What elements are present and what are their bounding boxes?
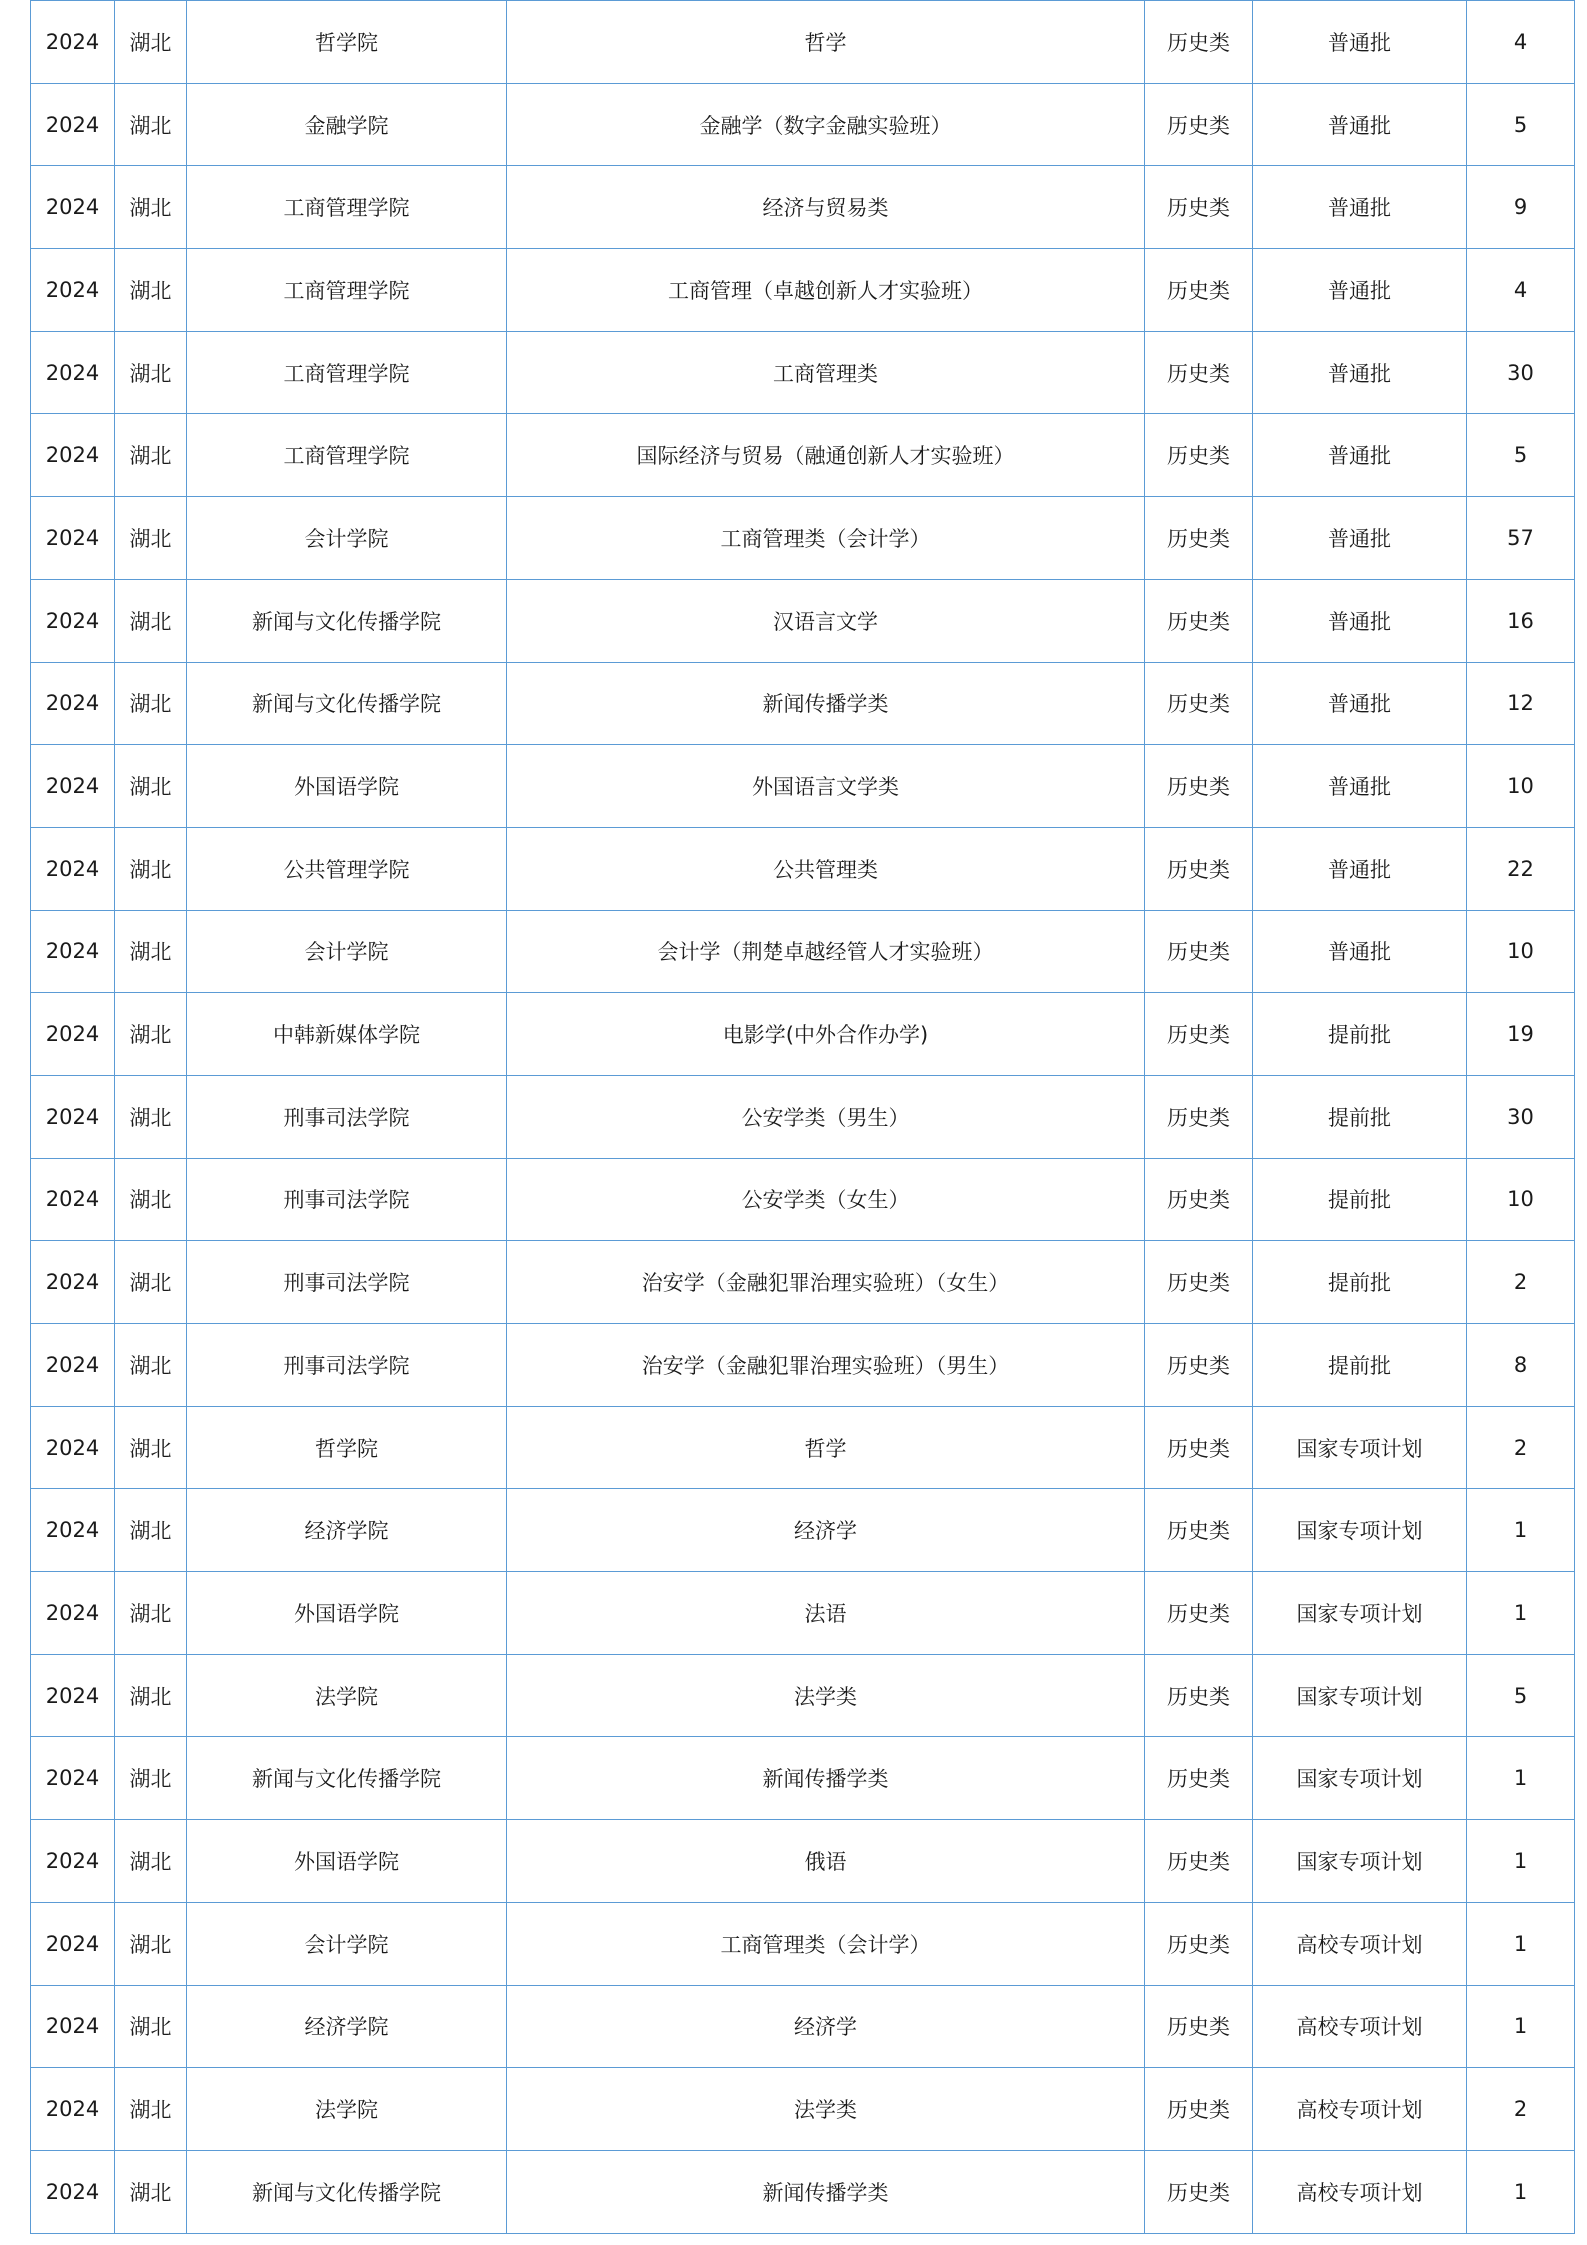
batch-cell: 提前批 (1253, 1075, 1467, 1158)
quota-cell: 8 (1467, 1324, 1575, 1407)
college-cell: 刑事司法学院 (187, 1324, 507, 1407)
table-body (31, 1, 1575, 2234)
enrollment-plan-table (30, 0, 1575, 2234)
college-cell: 刑事司法学院 (187, 1241, 507, 1324)
province-cell: 湖北 (115, 1, 187, 84)
year-cell: 2024 (31, 827, 115, 910)
major-cell: 工商管理（卓越创新人才实验班） (507, 249, 1145, 332)
major-cell: 法学类 (507, 1654, 1145, 1737)
batch-cell: 高校专项计划 (1253, 2150, 1467, 2233)
table-row (31, 1902, 1575, 1985)
major-cell: 新闻传播学类 (507, 2150, 1145, 2233)
quota-cell: 2 (1467, 1241, 1575, 1324)
subject-category-cell: 历史类 (1145, 1572, 1253, 1655)
quota-cell: 1 (1467, 1737, 1575, 1820)
table-row (31, 83, 1575, 166)
subject-category-cell: 历史类 (1145, 166, 1253, 249)
batch-cell: 普通批 (1253, 166, 1467, 249)
table-row (31, 1075, 1575, 1158)
province-cell: 湖北 (115, 1985, 187, 2068)
subject-category-cell: 历史类 (1145, 1158, 1253, 1241)
table-row (31, 249, 1575, 332)
college-cell: 中韩新媒体学院 (187, 993, 507, 1076)
table-row (31, 1158, 1575, 1241)
college-cell: 工商管理学院 (187, 166, 507, 249)
year-cell: 2024 (31, 1820, 115, 1903)
table-row (31, 1985, 1575, 2068)
batch-cell: 国家专项计划 (1253, 1654, 1467, 1737)
year-cell: 2024 (31, 1406, 115, 1489)
college-cell: 会计学院 (187, 1902, 507, 1985)
quota-cell: 16 (1467, 579, 1575, 662)
quota-cell: 10 (1467, 910, 1575, 993)
year-cell: 2024 (31, 1737, 115, 1820)
table-row (31, 827, 1575, 910)
major-cell: 新闻传播学类 (507, 662, 1145, 745)
batch-cell: 普通批 (1253, 910, 1467, 993)
province-cell: 湖北 (115, 1241, 187, 1324)
quota-cell: 5 (1467, 1654, 1575, 1737)
college-cell: 外国语学院 (187, 1820, 507, 1903)
subject-category-cell: 历史类 (1145, 745, 1253, 828)
batch-cell: 提前批 (1253, 1324, 1467, 1407)
major-cell: 外国语言文学类 (507, 745, 1145, 828)
province-cell: 湖北 (115, 1654, 187, 1737)
subject-category-cell: 历史类 (1145, 662, 1253, 745)
table-row (31, 414, 1575, 497)
province-cell: 湖北 (115, 1324, 187, 1407)
batch-cell: 高校专项计划 (1253, 2068, 1467, 2151)
quota-cell: 5 (1467, 414, 1575, 497)
province-cell: 湖北 (115, 83, 187, 166)
year-cell: 2024 (31, 579, 115, 662)
province-cell: 湖北 (115, 1075, 187, 1158)
major-cell: 金融学（数字金融实验班） (507, 83, 1145, 166)
year-cell: 2024 (31, 497, 115, 580)
subject-category-cell: 历史类 (1145, 1406, 1253, 1489)
quota-cell: 30 (1467, 331, 1575, 414)
year-cell: 2024 (31, 331, 115, 414)
province-cell: 湖北 (115, 662, 187, 745)
quota-cell: 1 (1467, 1902, 1575, 1985)
quota-cell: 2 (1467, 2068, 1575, 2151)
table-row (31, 910, 1575, 993)
quota-cell: 1 (1467, 1985, 1575, 2068)
province-cell: 湖北 (115, 1572, 187, 1655)
subject-category-cell: 历史类 (1145, 579, 1253, 662)
year-cell: 2024 (31, 1241, 115, 1324)
batch-cell: 国家专项计划 (1253, 1572, 1467, 1655)
quota-cell: 2 (1467, 1406, 1575, 1489)
college-cell: 外国语学院 (187, 1572, 507, 1655)
table-row (31, 1324, 1575, 1407)
college-cell: 工商管理学院 (187, 414, 507, 497)
year-cell: 2024 (31, 2150, 115, 2233)
table-row (31, 993, 1575, 1076)
year-cell: 2024 (31, 910, 115, 993)
college-cell: 新闻与文化传播学院 (187, 2150, 507, 2233)
year-cell: 2024 (31, 1489, 115, 1572)
college-cell: 金融学院 (187, 83, 507, 166)
year-cell: 2024 (31, 1075, 115, 1158)
batch-cell: 普通批 (1253, 745, 1467, 828)
college-cell: 新闻与文化传播学院 (187, 579, 507, 662)
college-cell: 法学院 (187, 1654, 507, 1737)
quota-cell: 1 (1467, 2150, 1575, 2233)
major-cell: 汉语言文学 (507, 579, 1145, 662)
major-cell: 法语 (507, 1572, 1145, 1655)
table-row (31, 2150, 1575, 2233)
province-cell: 湖北 (115, 745, 187, 828)
subject-category-cell: 历史类 (1145, 993, 1253, 1076)
college-cell: 刑事司法学院 (187, 1075, 507, 1158)
quota-cell: 22 (1467, 827, 1575, 910)
subject-category-cell: 历史类 (1145, 910, 1253, 993)
quota-cell: 5 (1467, 83, 1575, 166)
college-cell: 刑事司法学院 (187, 1158, 507, 1241)
province-cell: 湖北 (115, 1737, 187, 1820)
batch-cell: 普通批 (1253, 497, 1467, 580)
college-cell: 公共管理学院 (187, 827, 507, 910)
quota-cell: 4 (1467, 1, 1575, 84)
table-row (31, 1489, 1575, 1572)
subject-category-cell: 历史类 (1145, 1324, 1253, 1407)
province-cell: 湖北 (115, 2150, 187, 2233)
major-cell: 俄语 (507, 1820, 1145, 1903)
batch-cell: 普通批 (1253, 827, 1467, 910)
year-cell: 2024 (31, 1324, 115, 1407)
major-cell: 电影学(中外合作办学) (507, 993, 1145, 1076)
batch-cell: 提前批 (1253, 1241, 1467, 1324)
quota-cell: 10 (1467, 1158, 1575, 1241)
table-row (31, 1572, 1575, 1655)
table-row (31, 1, 1575, 84)
batch-cell: 提前批 (1253, 993, 1467, 1076)
year-cell: 2024 (31, 745, 115, 828)
college-cell: 哲学院 (187, 1, 507, 84)
major-cell: 新闻传播学类 (507, 1737, 1145, 1820)
major-cell: 经济与贸易类 (507, 166, 1145, 249)
subject-category-cell: 历史类 (1145, 1902, 1253, 1985)
college-cell: 工商管理学院 (187, 331, 507, 414)
major-cell: 公共管理类 (507, 827, 1145, 910)
major-cell: 治安学（金融犯罪治理实验班）（女生） (507, 1241, 1145, 1324)
batch-cell: 普通批 (1253, 1, 1467, 84)
major-cell: 公安学类（男生） (507, 1075, 1145, 1158)
year-cell: 2024 (31, 2068, 115, 2151)
subject-category-cell: 历史类 (1145, 2068, 1253, 2151)
subject-category-cell: 历史类 (1145, 1654, 1253, 1737)
province-cell: 湖北 (115, 1902, 187, 1985)
year-cell: 2024 (31, 1654, 115, 1737)
batch-cell: 高校专项计划 (1253, 1985, 1467, 2068)
major-cell: 经济学 (507, 1985, 1145, 2068)
table-row (31, 1654, 1575, 1737)
table-row (31, 331, 1575, 414)
major-cell: 国际经济与贸易（融通创新人才实验班） (507, 414, 1145, 497)
batch-cell: 普通批 (1253, 83, 1467, 166)
province-cell: 湖北 (115, 2068, 187, 2151)
college-cell: 新闻与文化传播学院 (187, 662, 507, 745)
table-row (31, 1241, 1575, 1324)
major-cell: 哲学 (507, 1406, 1145, 1489)
major-cell: 工商管理类（会计学） (507, 1902, 1145, 1985)
college-cell: 新闻与文化传播学院 (187, 1737, 507, 1820)
province-cell: 湖北 (115, 1820, 187, 1903)
major-cell: 哲学 (507, 1, 1145, 84)
province-cell: 湖北 (115, 993, 187, 1076)
subject-category-cell: 历史类 (1145, 1, 1253, 84)
major-cell: 治安学（金融犯罪治理实验班）（男生） (507, 1324, 1145, 1407)
province-cell: 湖北 (115, 249, 187, 332)
subject-category-cell: 历史类 (1145, 1820, 1253, 1903)
year-cell: 2024 (31, 83, 115, 166)
year-cell: 2024 (31, 249, 115, 332)
year-cell: 2024 (31, 1572, 115, 1655)
major-cell: 法学类 (507, 2068, 1145, 2151)
year-cell: 2024 (31, 1, 115, 84)
province-cell: 湖北 (115, 166, 187, 249)
quota-cell: 4 (1467, 249, 1575, 332)
batch-cell: 提前批 (1253, 1158, 1467, 1241)
college-cell: 工商管理学院 (187, 249, 507, 332)
province-cell: 湖北 (115, 1406, 187, 1489)
province-cell: 湖北 (115, 579, 187, 662)
major-cell: 公安学类（女生） (507, 1158, 1145, 1241)
province-cell: 湖北 (115, 1489, 187, 1572)
college-cell: 经济学院 (187, 1985, 507, 2068)
batch-cell: 国家专项计划 (1253, 1489, 1467, 1572)
subject-category-cell: 历史类 (1145, 2150, 1253, 2233)
major-cell: 工商管理类（会计学） (507, 497, 1145, 580)
subject-category-cell: 历史类 (1145, 497, 1253, 580)
year-cell: 2024 (31, 662, 115, 745)
subject-category-cell: 历史类 (1145, 827, 1253, 910)
batch-cell: 普通批 (1253, 579, 1467, 662)
subject-category-cell: 历史类 (1145, 249, 1253, 332)
table-row (31, 497, 1575, 580)
college-cell: 经济学院 (187, 1489, 507, 1572)
batch-cell: 普通批 (1253, 662, 1467, 745)
table-row (31, 1820, 1575, 1903)
year-cell: 2024 (31, 1985, 115, 2068)
table-row (31, 745, 1575, 828)
major-cell: 会计学（荆楚卓越经管人才实验班） (507, 910, 1145, 993)
subject-category-cell: 历史类 (1145, 1075, 1253, 1158)
quota-cell: 9 (1467, 166, 1575, 249)
year-cell: 2024 (31, 414, 115, 497)
table-row (31, 662, 1575, 745)
college-cell: 法学院 (187, 2068, 507, 2151)
batch-cell: 国家专项计划 (1253, 1820, 1467, 1903)
table-row (31, 166, 1575, 249)
quota-cell: 19 (1467, 993, 1575, 1076)
quota-cell: 12 (1467, 662, 1575, 745)
table-row (31, 2068, 1575, 2151)
province-cell: 湖北 (115, 331, 187, 414)
batch-cell: 普通批 (1253, 331, 1467, 414)
subject-category-cell: 历史类 (1145, 414, 1253, 497)
quota-cell: 1 (1467, 1489, 1575, 1572)
college-cell: 哲学院 (187, 1406, 507, 1489)
college-cell: 会计学院 (187, 497, 507, 580)
college-cell: 外国语学院 (187, 745, 507, 828)
quota-cell: 30 (1467, 1075, 1575, 1158)
province-cell: 湖北 (115, 910, 187, 993)
quota-cell: 1 (1467, 1572, 1575, 1655)
province-cell: 湖北 (115, 1158, 187, 1241)
subject-category-cell: 历史类 (1145, 1489, 1253, 1572)
table-row (31, 579, 1575, 662)
year-cell: 2024 (31, 1158, 115, 1241)
year-cell: 2024 (31, 166, 115, 249)
subject-category-cell: 历史类 (1145, 83, 1253, 166)
batch-cell: 国家专项计划 (1253, 1406, 1467, 1489)
province-cell: 湖北 (115, 827, 187, 910)
table-row (31, 1737, 1575, 1820)
year-cell: 2024 (31, 993, 115, 1076)
year-cell: 2024 (31, 1902, 115, 1985)
batch-cell: 普通批 (1253, 414, 1467, 497)
batch-cell: 国家专项计划 (1253, 1737, 1467, 1820)
quota-cell: 1 (1467, 1820, 1575, 1903)
quota-cell: 57 (1467, 497, 1575, 580)
major-cell: 工商管理类 (507, 331, 1145, 414)
table-row (31, 1406, 1575, 1489)
subject-category-cell: 历史类 (1145, 1985, 1253, 2068)
subject-category-cell: 历史类 (1145, 1737, 1253, 1820)
subject-category-cell: 历史类 (1145, 1241, 1253, 1324)
quota-cell: 10 (1467, 745, 1575, 828)
major-cell: 经济学 (507, 1489, 1145, 1572)
batch-cell: 普通批 (1253, 249, 1467, 332)
college-cell: 会计学院 (187, 910, 507, 993)
province-cell: 湖北 (115, 414, 187, 497)
province-cell: 湖北 (115, 497, 187, 580)
subject-category-cell: 历史类 (1145, 331, 1253, 414)
batch-cell: 高校专项计划 (1253, 1902, 1467, 1985)
